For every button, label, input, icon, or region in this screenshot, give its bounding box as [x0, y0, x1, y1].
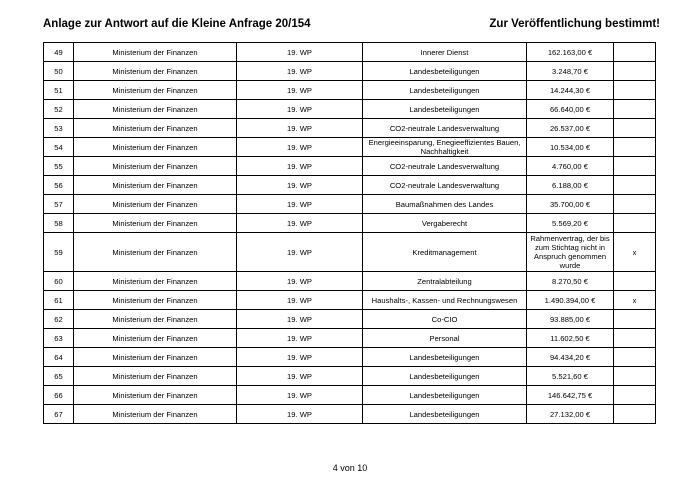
description-cell: Vergaberecht [363, 214, 527, 233]
amount-cell: 26.537,00 € [527, 119, 614, 138]
ministry-cell: Ministerium der Finanzen [74, 176, 237, 195]
ministry-cell: Ministerium der Finanzen [74, 214, 237, 233]
table-row [44, 310, 656, 329]
row-number: 61 [44, 291, 74, 310]
description-cell: Landesbeteiligungen [363, 81, 527, 100]
table-row [44, 405, 656, 424]
ministry-cell: Ministerium der Finanzen [74, 195, 237, 214]
period-cell: 19. WP [237, 100, 363, 119]
amount-cell: 5.521,60 € [527, 367, 614, 386]
row-number: 63 [44, 329, 74, 348]
table-row [44, 157, 656, 176]
ministry-cell: Ministerium der Finanzen [74, 329, 237, 348]
mark-cell [614, 43, 656, 62]
period-cell: 19. WP [237, 348, 363, 367]
row-number: 64 [44, 348, 74, 367]
row-number: 50 [44, 62, 74, 81]
row-number: 51 [44, 81, 74, 100]
description-cell: CO2-neutrale Landesverwaltung [363, 157, 527, 176]
amount-cell: 5.569,20 € [527, 214, 614, 233]
row-number: 60 [44, 272, 74, 291]
row-number: 62 [44, 310, 74, 329]
mark-cell [614, 405, 656, 424]
mark-cell [614, 310, 656, 329]
period-cell: 19. WP [237, 405, 363, 424]
table-row [44, 291, 656, 310]
table-row [44, 119, 656, 138]
ministry-cell: Ministerium der Finanzen [74, 81, 237, 100]
ministry-cell: Ministerium der Finanzen [74, 272, 237, 291]
table-row [44, 329, 656, 348]
mark-cell [614, 195, 656, 214]
table-row [44, 176, 656, 195]
period-cell: 19. WP [237, 119, 363, 138]
ministry-cell: Ministerium der Finanzen [74, 119, 237, 138]
mark-cell [614, 119, 656, 138]
period-cell: 19. WP [237, 62, 363, 81]
table-row [44, 62, 656, 81]
row-number: 56 [44, 176, 74, 195]
amount-cell: 14.244,30 € [527, 81, 614, 100]
description-cell: Landesbeteiligungen [363, 62, 527, 81]
amount-cell: 6.188,00 € [527, 176, 614, 195]
period-cell: 19. WP [237, 214, 363, 233]
period-cell: 19. WP [237, 310, 363, 329]
amount-cell: 66.640,00 € [527, 100, 614, 119]
description-cell: Innerer Dienst [363, 43, 527, 62]
amount-cell: 4.760,00 € [527, 157, 614, 176]
period-cell: 19. WP [237, 195, 363, 214]
ministry-cell: Ministerium der Finanzen [74, 43, 237, 62]
row-number: 66 [44, 386, 74, 405]
period-cell: 19. WP [237, 157, 363, 176]
mark-cell [614, 62, 656, 81]
description-cell: Landesbeteiligungen [363, 348, 527, 367]
description-cell: Personal [363, 329, 527, 348]
row-number: 57 [44, 195, 74, 214]
ministry-cell: Ministerium der Finanzen [74, 386, 237, 405]
description-cell: Co-CIO [363, 310, 527, 329]
description-cell: Baumaßnahmen des Landes [363, 195, 527, 214]
description-cell: CO2-neutrale Landesverwaltung [363, 176, 527, 195]
ministry-cell: Ministerium der Finanzen [74, 62, 237, 81]
mark-cell: x [614, 291, 656, 310]
ministry-cell: Ministerium der Finanzen [74, 157, 237, 176]
period-cell: 19. WP [237, 386, 363, 405]
table-row [44, 233, 656, 272]
period-cell: 19. WP [237, 81, 363, 100]
table-row [44, 138, 656, 157]
description-cell: Zentralabteilung [363, 272, 527, 291]
period-cell: 19. WP [237, 138, 363, 157]
table-row [44, 386, 656, 405]
mark-cell [614, 176, 656, 195]
row-number: 54 [44, 138, 74, 157]
row-number: 49 [44, 43, 74, 62]
row-number: 65 [44, 367, 74, 386]
row-number: 53 [44, 119, 74, 138]
period-cell: 19. WP [237, 367, 363, 386]
description-cell: Kreditmanagement [363, 233, 527, 272]
description-cell: Landesbeteiligungen [363, 367, 527, 386]
table-row [44, 81, 656, 100]
table-row [44, 100, 656, 119]
ministry-cell: Ministerium der Finanzen [74, 233, 237, 272]
description-cell: Energieeinsparung, Enegieeffizientes Bauen, Nachhaltigkeit [363, 138, 527, 157]
data-table [43, 42, 656, 424]
ministry-cell: Ministerium der Finanzen [74, 100, 237, 119]
mark-cell: x [614, 233, 656, 272]
amount-cell: Rahmenvertrag, der bis zum Stichtag nicht in Anspruch genommen wurde [527, 233, 614, 272]
mark-cell [614, 157, 656, 176]
amount-cell: 10.534,00 € [527, 138, 614, 157]
mark-cell [614, 272, 656, 291]
ministry-cell: Ministerium der Finanzen [74, 138, 237, 157]
amount-cell: 162.163,00 € [527, 43, 614, 62]
mark-cell [614, 348, 656, 367]
amount-cell: 35.700,00 € [527, 195, 614, 214]
description-cell: Landesbeteiligungen [363, 405, 527, 424]
amount-cell: 1.490.394,00 € [527, 291, 614, 310]
description-cell: Haushalts-, Kassen- und Rechnungswesen [363, 291, 527, 310]
period-cell: 19. WP [237, 176, 363, 195]
amount-cell: 3.248,70 € [527, 62, 614, 81]
mark-cell [614, 100, 656, 119]
ministry-cell: Ministerium der Finanzen [74, 310, 237, 329]
mark-cell [614, 367, 656, 386]
description-cell: Landesbeteiligungen [363, 386, 527, 405]
description-cell: CO2-neutrale Landesverwaltung [363, 119, 527, 138]
period-cell: 19. WP [237, 291, 363, 310]
table-row [44, 272, 656, 291]
period-cell: 19. WP [237, 43, 363, 62]
table-row [44, 214, 656, 233]
period-cell: 19. WP [237, 272, 363, 291]
amount-cell: 93.885,00 € [527, 310, 614, 329]
table-row [44, 195, 656, 214]
mark-cell [614, 386, 656, 405]
period-cell: 19. WP [237, 329, 363, 348]
ministry-cell: Ministerium der Finanzen [74, 291, 237, 310]
row-number: 58 [44, 214, 74, 233]
row-number: 52 [44, 100, 74, 119]
amount-cell: 27.132,00 € [527, 405, 614, 424]
period-cell: 19. WP [237, 233, 363, 272]
row-number: 55 [44, 157, 74, 176]
document-title: Anlage zur Antwort auf die Kleine Anfrage 20/154 [43, 18, 311, 30]
amount-cell: 146.642,75 € [527, 386, 614, 405]
mark-cell [614, 214, 656, 233]
table-row [44, 367, 656, 386]
row-number: 59 [44, 233, 74, 272]
row-number: 67 [44, 405, 74, 424]
ministry-cell: Ministerium der Finanzen [74, 348, 237, 367]
amount-cell: 8.270,50 € [527, 272, 614, 291]
amount-cell: 94.434,20 € [527, 348, 614, 367]
description-cell: Landesbeteiligungen [363, 100, 527, 119]
table-row [44, 43, 656, 62]
amount-cell: 11.602,50 € [527, 329, 614, 348]
ministry-cell: Ministerium der Finanzen [74, 367, 237, 386]
mark-cell [614, 138, 656, 157]
mark-cell [614, 329, 656, 348]
ministry-cell: Ministerium der Finanzen [74, 405, 237, 424]
publication-note: Zur Veröffentlichung bestimmt! [489, 18, 660, 30]
page-number: 4 von 10 [332, 463, 368, 473]
mark-cell [614, 81, 656, 100]
table-row [44, 348, 656, 367]
